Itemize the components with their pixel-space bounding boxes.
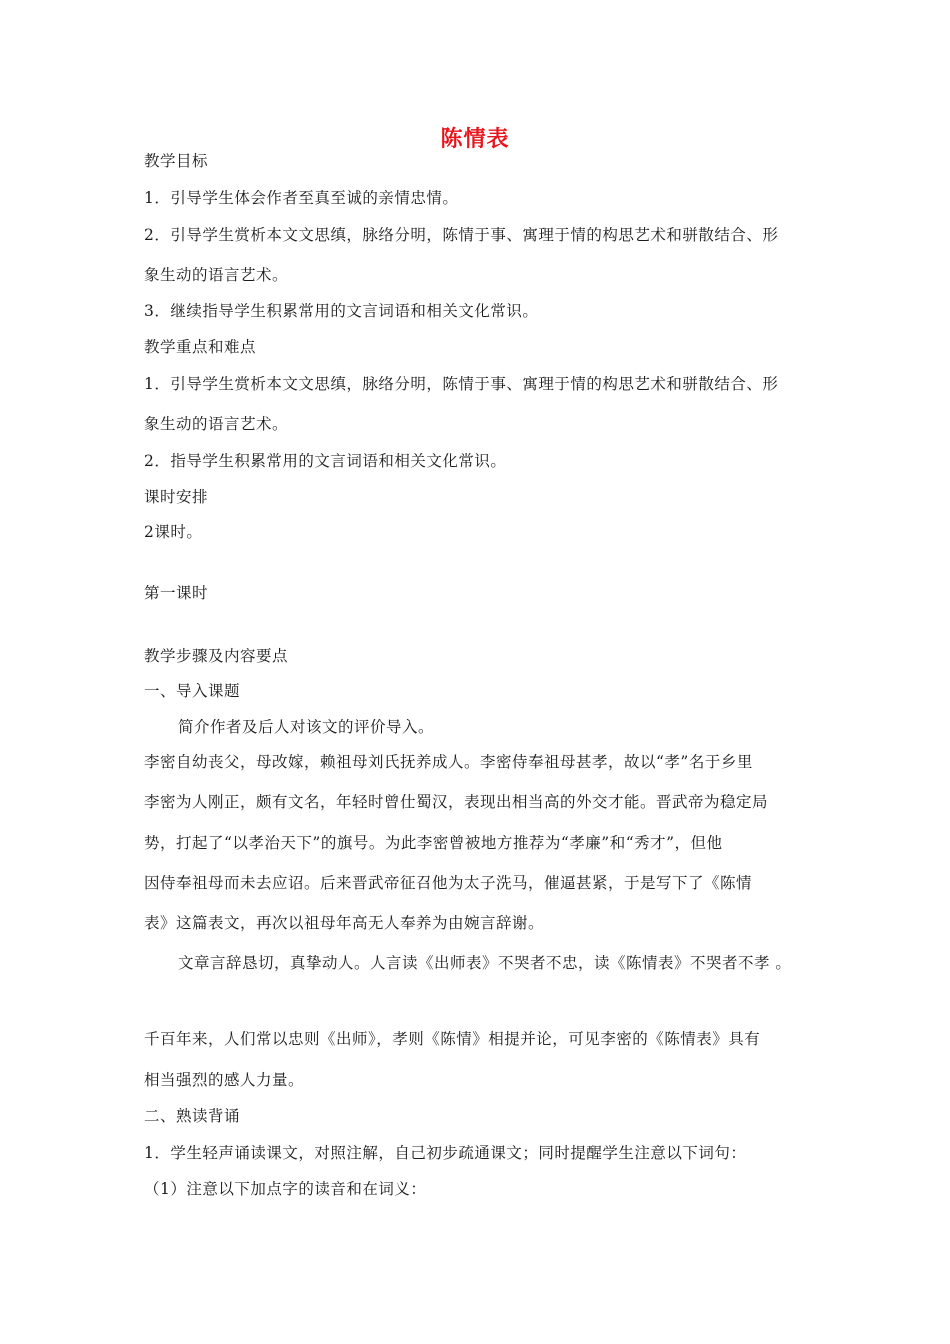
objective-item-1: 1．引导学生体会作者至真至诚的亲情忠情。 xyxy=(144,189,459,207)
objective-item-2-cont: 象生动的语言艺术。 xyxy=(144,266,289,284)
praise-line: 文章言辞恳切，真挚动人。人言读《出师表》不哭者不忠，读《陈情表》不哭者不孝 。 xyxy=(178,954,792,972)
key-point-item-2: 2．指导学生积累常用的文言词语和相关文化常识。 xyxy=(144,452,507,470)
bio-line-1: 李密自幼丧父，母改嫁，赖祖母刘氏抚养成人。李密侍奉祖母甚孝，故以“孝”名于乡里 xyxy=(144,753,753,771)
section-introduction: 一、导入课题 xyxy=(144,682,241,700)
heading-schedule: 课时安排 xyxy=(144,488,209,506)
bio-line-4: 因侍奉祖母而未去应诏。后来晋武帝征召他为太子洗马，催逼甚紧，于是写下了《陈情 xyxy=(144,874,753,892)
bio-line-3: 势，打起了“以孝治天下”的旗号。为此李密曾被地方推荐为“孝廉”和“秀才”，但他 xyxy=(144,834,723,852)
intro-paragraph: 简介作者及后人对该文的评价导入。 xyxy=(178,718,435,736)
legacy-line-2: 相当强烈的感人力量。 xyxy=(144,1071,305,1089)
bio-line-2: 李密为人刚正，颇有文名，年轻时曾仕蜀汉，表现出相当高的外交才能。晋武帝为稳定局 xyxy=(144,793,769,811)
heading-steps: 教学步骤及内容要点 xyxy=(144,647,289,665)
section-recitation: 二、熟读背诵 xyxy=(144,1107,241,1125)
schedule-text: 2课时。 xyxy=(144,523,203,541)
heading-teaching-objectives: 教学目标 xyxy=(144,152,209,170)
key-point-item-1-cont: 象生动的语言艺术。 xyxy=(144,415,289,433)
objective-item-2: 2．引导学生赏析本文文思缜，脉络分明，陈情于事、寓理于情的构思艺术和骈散结合、形 xyxy=(144,226,779,244)
heading-first-lesson: 第一课时 xyxy=(144,584,209,602)
key-point-item-1: 1．引导学生赏析本文文思缜，脉络分明，陈情于事、寓理于情的构思艺术和骈散结合、形 xyxy=(144,375,779,393)
objective-item-3: 3．继续指导学生积累常用的文言词语和相关文化常识。 xyxy=(144,302,539,320)
document-title: 陈情表 xyxy=(440,127,510,152)
recitation-item-1: 1．学生轻声诵读课文，对照注解，自己初步疏通课文；同时提醒学生注意以下词句： xyxy=(144,1144,747,1162)
bio-line-5: 表》这篇表文，再次以祖母年高无人奉养为由婉言辞谢。 xyxy=(144,914,545,932)
recitation-sub-item-1: （1）注意以下加点字的读音和在词义： xyxy=(144,1180,427,1198)
legacy-line-1: 千百年来，人们常以忠则《出师》，孝则《陈情》相提并论，可见李密的《陈情表》具有 xyxy=(144,1030,761,1048)
heading-key-points: 教学重点和难点 xyxy=(144,338,257,356)
